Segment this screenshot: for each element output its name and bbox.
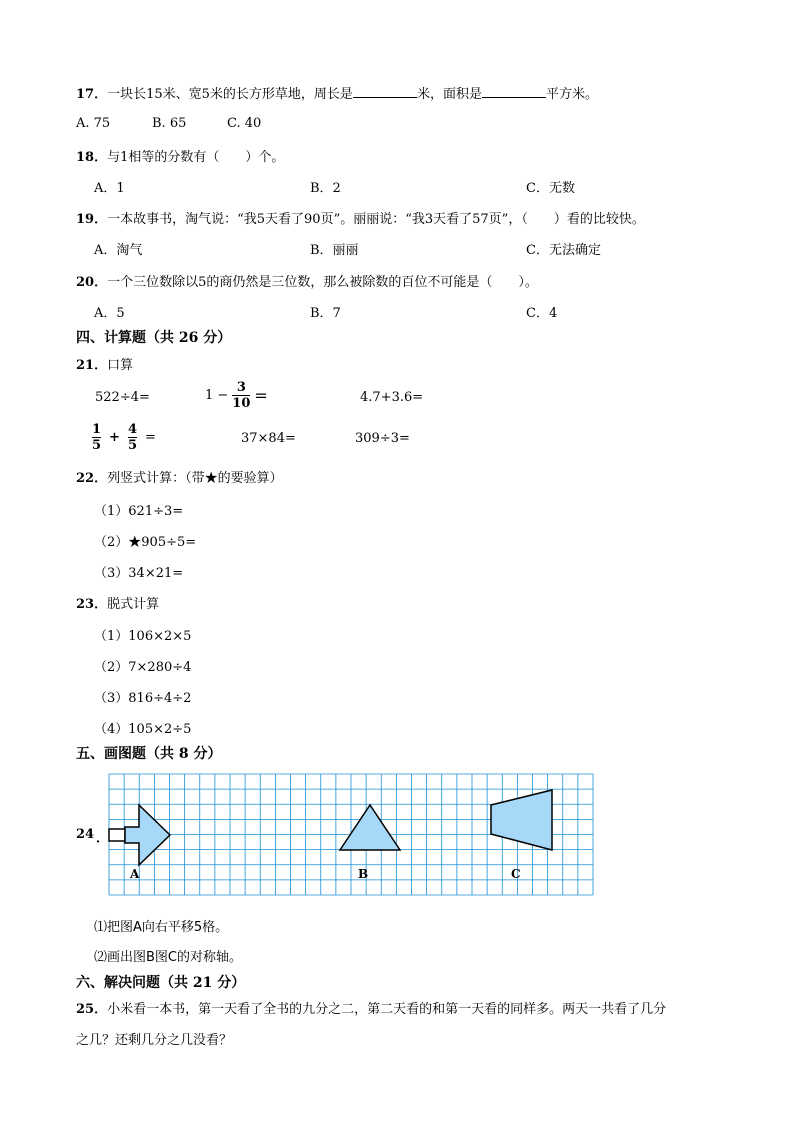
option-a: A．1 [94,181,125,196]
section-heading: 六、解决问题（共 21 分） [76,975,246,991]
sub-item: （3）34×21= [94,566,184,581]
question-number: 18 [76,150,95,165]
question-number: 25 [76,1002,95,1017]
question-18: 18．与1相等的分数有（ ）个。 [76,150,285,165]
question-number: 22 [76,471,95,486]
question-number: 24 [76,827,95,842]
question-19: 19．一本故事书，淘气说：“我5天看了90页”。丽丽说：“我3天看了57页”，（ ）看的比较快。 [76,212,645,227]
expression: 309÷3= [355,431,410,446]
sub-item: （3）816÷4÷2 [94,691,192,706]
figure-c [491,790,552,850]
section-heading: 四、计算题（共 26 分） [76,330,232,346]
section-heading: 五、画图题（共 8 分） [76,746,222,762]
question-21: 21．口算 [76,358,134,373]
figure-a [109,805,170,865]
option-a: A．5 [94,306,125,321]
figure-a-stem [109,829,125,841]
drawing-grid [108,773,600,897]
sub-item: （4）105×2÷5 [94,722,192,737]
answer-blank[interactable] [482,85,546,98]
instruction: ⑵画出图B图C的对称轴。 [94,950,242,965]
question-number: 21 [76,358,95,373]
fraction: $\frac{3}{10}$ [232,380,251,411]
question-text: 小米看一本书，第一天看了全书的九分之二，第二天看的和第一天看的同样多。两天一共看了几分 [107,1002,667,1017]
sub-item: （1）621÷3= [94,504,184,519]
option-b: B．7 [310,306,341,321]
question-text: 一块长15米、宽5米的长方形草地，周长是 [107,87,353,102]
question-number: 17 [76,87,95,102]
question-number: 19 [76,212,95,227]
figure-b [340,805,400,850]
question-number: 23 [76,597,95,612]
fraction: $\frac{1}{5}$ [92,422,102,453]
option-a: A．淘气 [94,243,143,258]
question-text: 脱式计算 [107,597,160,612]
option-c: C. 40 [227,116,262,131]
expression: 4.7+3.6= [360,390,424,405]
question-20: 20．一个三位数除以5的商仍然是三位数，那么被除数的百位不可能是（ ）。 [76,275,538,290]
question-text: 一本故事书，淘气说：“我5天看了90页”。丽丽说：“我3天看了57页”，（ ）看的比较快。 [107,212,645,227]
question-23: 23．脱式计算 [76,597,160,612]
option-b: B．丽丽 [310,243,359,258]
option-c: C．无数 [526,181,575,196]
expression: $\frac{1}{5}$ + $\frac{4}{5}$ = [92,422,156,453]
question-text: 之几？还剩几分之几没看？ [76,1033,233,1048]
question-number: 20 [76,275,95,290]
option-a: A. 75 [76,116,111,131]
question-text: 列竖式计算：（带★的要验算） [107,471,283,486]
option-b: B．2 [310,181,341,196]
question-text: 平方米。 [545,87,598,102]
sub-item: （2）7×280÷4 [94,660,192,675]
option-b: B. 65 [152,116,187,131]
figure-a-label: A [130,867,140,881]
question-text: 与1相等的分数有（ ）个。 [107,150,285,165]
sub-item: （2）★905÷5= [94,535,197,550]
option-c: C．无法确定 [526,243,601,258]
fraction: $\frac{4}{5}$ [127,422,137,453]
figure-a-arrow [125,805,170,865]
question-text: 米，面积是 [416,87,482,102]
question-text: 一个三位数除以5的商仍然是三位数，那么被除数的百位不可能是（ ）。 [107,275,538,290]
sub-item: （1）106×2×5 [94,629,192,644]
question-text: 口算 [107,358,134,373]
expression: 522÷4= [95,390,150,405]
question-22: 22．列竖式计算：（带★的要验算） [76,471,283,486]
option-c: C．4 [526,306,558,321]
expression: 37×84= [241,431,296,446]
figure-b-label: B [358,867,369,881]
expression: 1 − $\frac{3}{10}$ = [205,380,268,411]
answer-blank[interactable] [353,85,417,98]
figure-c-label: C [511,867,521,881]
instruction: ⑴把图A向右平移5格。 [94,920,229,935]
question-25: 25．小米看一本书，第一天看了全书的九分之二，第二天看的和第一天看的同样多。两天一共看了几分 [76,1002,667,1017]
question-17: 17．一块长15米、宽5米的长方形草地，周长是 米，面积是 平方米。 [76,87,598,102]
